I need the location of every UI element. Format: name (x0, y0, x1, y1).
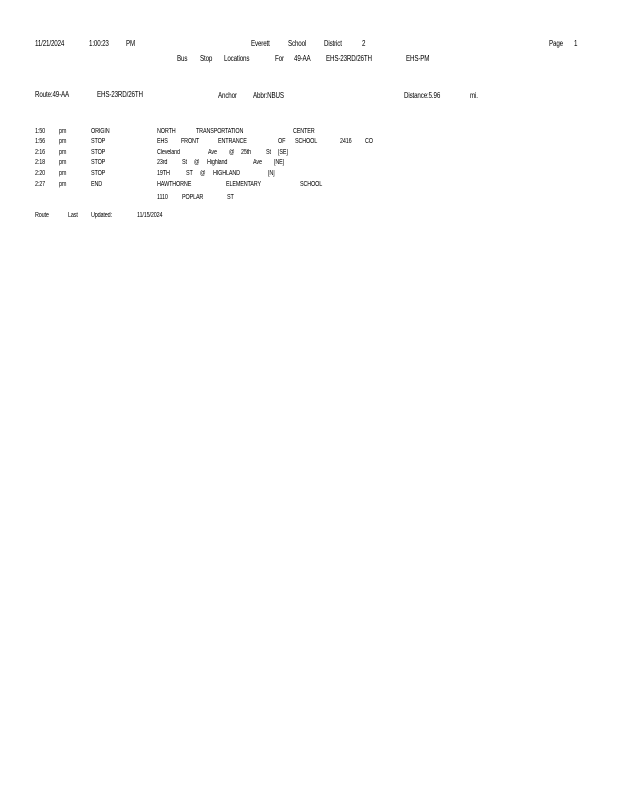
stop-location-word: NORTH (157, 128, 176, 135)
district-word-1: Everett (251, 39, 270, 48)
stop-location-word: 23rd (157, 159, 168, 166)
stop-time: 2:20 (35, 170, 46, 177)
route-id: Route:49-AA (35, 90, 70, 99)
page-number: 1 (574, 39, 578, 48)
stop-location-word: SCHOOL (295, 138, 318, 145)
route-distance: Distance:5.96 (404, 91, 441, 100)
stop-location-word: @ (200, 170, 206, 177)
stop-location-word: HIGHLAND (213, 170, 240, 177)
stop-location-word: ST (186, 170, 193, 177)
stop-location-word: 19TH (157, 170, 170, 177)
stop-location-word: CO (365, 138, 373, 145)
anchor-label: Anchor (218, 91, 237, 100)
report-ampm: PM (126, 39, 136, 48)
stop-address-word: 1110 (157, 194, 168, 201)
subtitle-word-3: Locations (224, 54, 250, 63)
subtitle-word-2: Stop (200, 54, 213, 63)
stop-location-word: EHS (157, 138, 168, 145)
stop-location-word: [SE] (278, 149, 288, 156)
subtitle-route-name: EHS-23RD/26TH (326, 54, 372, 63)
stop-location-word: 2416 (340, 138, 352, 145)
stop-location-word: HAWTHORNE (157, 181, 192, 188)
report-time: 1:00:23 (89, 39, 109, 48)
stop-location-word: Ave (253, 159, 262, 166)
stop-location-word: CENTER (293, 128, 315, 135)
stop-location-word: ENTRANCE (218, 138, 247, 145)
footer-word-route: Route (35, 212, 49, 219)
stop-location-word: [NE] (274, 159, 285, 166)
stop-location-word: TRANSPORTATION (196, 128, 244, 135)
stop-ampm: pm (59, 149, 67, 156)
stop-location-word: Ave (208, 149, 217, 156)
stop-location-word: St (182, 159, 187, 166)
stop-location-word: ELEMENTARY (226, 181, 261, 188)
stop-location-word: SCHOOL (300, 181, 323, 188)
distance-unit: mi. (470, 91, 478, 100)
stop-location-word: Cleveland (157, 149, 180, 156)
subtitle-word-1: Bus (177, 54, 188, 63)
stop-type: STOP (91, 138, 106, 145)
stop-type: STOP (91, 159, 106, 166)
stop-location-word: @ (229, 149, 235, 156)
stop-type: STOP (91, 170, 106, 177)
anchor-abbr: Abbr:NBUS (253, 91, 284, 100)
footer-updated-date: 11/15/2024 (137, 212, 163, 219)
stop-address-word: ST (227, 194, 234, 201)
stop-ampm: pm (59, 128, 67, 135)
stop-location-word: OF (278, 138, 286, 145)
stop-time: 2:18 (35, 159, 46, 166)
subtitle-route: 49-AA (294, 54, 311, 63)
stop-location-word: 25th (241, 149, 252, 156)
stop-location-word: FRONT (181, 138, 200, 145)
stop-location-word: St (266, 149, 271, 156)
stop-ampm: pm (59, 170, 67, 177)
stop-ampm: pm (59, 181, 67, 188)
stop-type: END (91, 181, 103, 188)
stop-time: 2:27 (35, 181, 46, 188)
district-word-3: District (324, 39, 342, 48)
footer-word-updated: Updated: (91, 212, 112, 219)
district-word-2: School (288, 39, 307, 48)
footer-word-last: Last (68, 212, 78, 219)
stop-time: 1:56 (35, 138, 46, 145)
stop-time: 1:50 (35, 128, 46, 135)
stop-location-word: Highland (207, 159, 228, 166)
stop-type: STOP (91, 149, 106, 156)
stop-ampm: pm (59, 138, 67, 145)
subtitle-run: EHS-PM (406, 54, 430, 63)
district-word-4: 2 (362, 39, 366, 48)
route-name: EHS-23RD/26TH (97, 90, 143, 99)
stop-location-word: @ (194, 159, 200, 166)
stop-location-word: [N] (268, 170, 275, 177)
stop-type: ORIGIN (91, 128, 110, 135)
subtitle-word-4: For (275, 54, 284, 63)
stop-ampm: pm (59, 159, 67, 166)
stop-time: 2:16 (35, 149, 46, 156)
report-date: 11/21/2024 (35, 39, 65, 48)
stop-address-word: POPLAR (182, 194, 204, 201)
page-label: Page (549, 39, 563, 48)
